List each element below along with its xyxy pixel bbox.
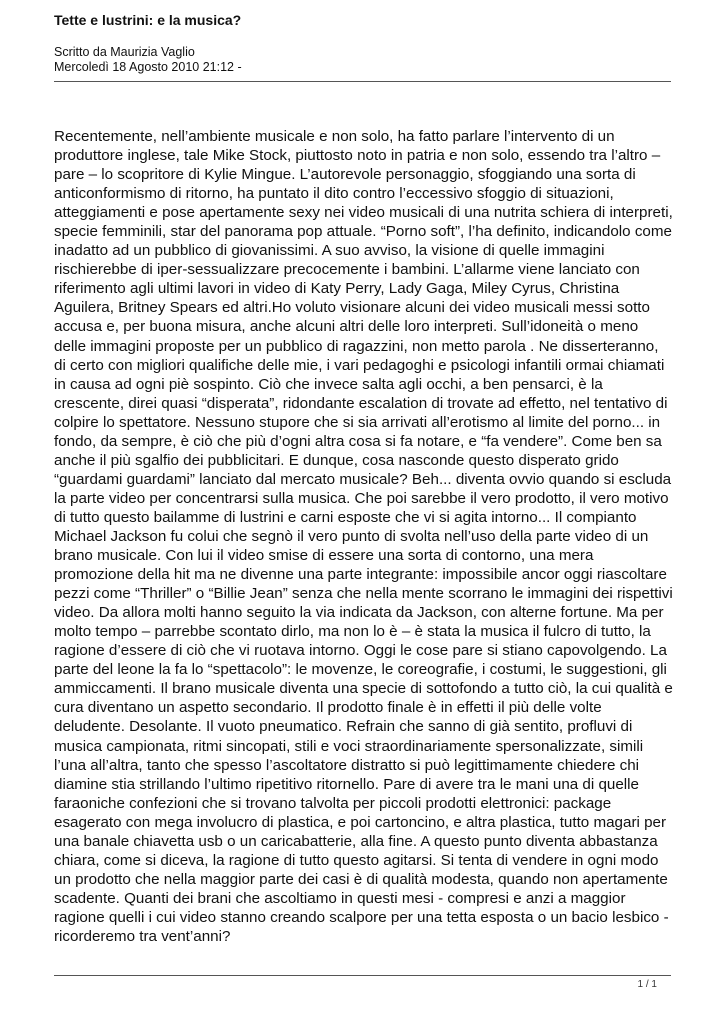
article-body: Recentemente, nell’ambiente musicale e non solo, ha fatto parlare l’intervento di un produttore inglese, tale Mike Stock, piuttosto noto in patria e non solo, essendo tra l’altro – pare – lo scopritore di Kylie Mingue. L’autorevole personaggio, sfoggiando una sorta di anticonformismo di ritorno, ha puntato il dito contro l’eccessivo sfoggio di situazioni, atteggiamenti e pose apertamente sexy nei video musicali di una nutrita schiera di interpreti, specie femminili, star del panorama pop attuale. “Porno soft”, l’ha definito, indicandolo come inadatto ad un pubblico di giovanissimi. A suo avviso, la visione di quelle immagini rischierebbe di iper-sessualizzare precocemente i bambini. L’allarme viene lanciato con riferimento agli ultimi lavori in video di Katy Perry, Lady Gaga, Miley Cyrus, Christina Aguilera, Britney Spears ed altri.Ho voluto visionare alcuni dei video musicali messi sotto accusa e, per buona misura, anche alcuni altri delle loro interpreti. Sull’idoneità o meno delle immagini proposte per un pubblico di ragazzini, non metto parola . Ne disserteranno, di certo con migliori qualifiche delle mie, i vari pedagoghi e psicologi infantili ormai chiamati in causa ad ogni piè sospinto. Ciò che invece salta agli occhi, a ben pensarci, è la crescente, direi quasi “disperata”, ridondante escalation di trovate ad effetto, nel tentativo di colpire lo spettatore. Nessuno stupore che si sia arrivati all’erotismo al limite del porno... in fondo, da sempre, è ciò che più d’ogni altra cosa si fa notare, e “fa vendere”. Come ben sa anche il più sgalfio dei pubblicitari. E dunque, cosa nasconde questo disperato grido “guardami guardami” lanciato dal mercato musicale? Beh... diventa ovvio quando si escluda la parte video per concentrarsi sulla musica. Che poi sarebbe il vero prodotto, il vero motivo di tutto questo bailamme di lustrini e carni esposte che vi si agita intorno... Il compianto Michael Jackson fu colui che segnò il vero punto di svolta nell’uso della parte video di un brano musicale. Con lui il video smise di essere una sorta di contorno, una mera promozione della hit ma ne divenne una parte integrante: impossibile ancor oggi riascoltare pezzi come “Thriller” o “Billie Jean” senza che nella mente scorrano le immagini dei rispettivi video. Da allora molti hanno seguito la via indicata da Jackson, con alterne fortune. Ma per molto tempo – parrebbe scontato dirlo, ma non lo è – è stata la musica il fulcro di tutto, la ragione d’essere di ciò che vi ruotava intorno. Oggi le cose pare si stiano capovolgendo. La parte del leone la fa lo “spettacolo”: le movenze, le coreografie, i costumi, le suggestioni, gli ammiccamenti. Il brano musicale diventa una specie di sottofondo a tutto ciò, la cui qualità e cura diventano un aspetto secondario. Il prodotto finale è in effetti il più delle volte deludente. Desolante. Il vuoto pneumatico. Refrain che sanno di già sentito, profluvi di musica campionata, ritmi sincopati, stili e voci straordinariamente spersonalizzate, simili l’una all’altra, tanto che spesso l’ascoltatore distratto si può legittimamente chiedere chi diamine stia strillando l’ultimo ripetitivo ritornello. Pare di avere tra le mani una di quelle faraoniche confezioni che si trovano talvolta per piccoli prodotti elettronici: package esagerato con mega involucro di plastica, e poi cartoncino, e altra plastica, tutto magari per una banale chiavetta usb o un caricabatterie, alla fine. A questo punto diventa abbastanza chiara, come si diceva, la ragione di tutto questo agitarsi. Si tenta di vendere in ogni modo un prodotto che nella maggior parte dei casi è di qualità modesta, quando non apertamente scadente. Quanti dei brani che ascoltiamo in questi mesi - compresi e anzi a maggior ragione quelli i cui video stanno creando scalpore per una tetta esposta o un bacio lesbico - ricorderemo tra vent’anni? xyxy=(54,128,673,945)
author-line: Scritto da Maurizia Vaglio xyxy=(54,45,195,59)
page-title: Tette e lustrini: e la musica? xyxy=(54,12,242,28)
article-meta xyxy=(54,45,671,75)
page-number: 1 / 1 xyxy=(637,979,657,990)
footer-divider xyxy=(54,975,671,976)
header-divider xyxy=(54,81,671,82)
document-header xyxy=(54,12,671,75)
date-line: Mercoledì 18 Agosto 2010 21:12 - xyxy=(54,60,242,74)
